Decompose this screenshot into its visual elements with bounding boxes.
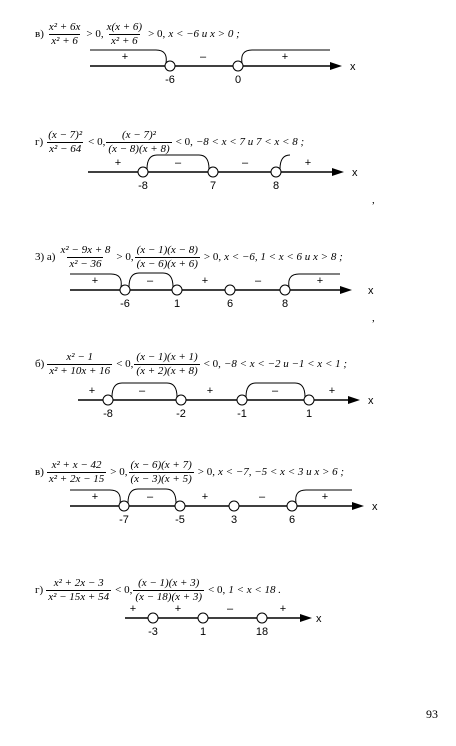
inequality-line: [35, 352, 347, 377]
number-line: [0, 596, 456, 646]
numerator: (x − 1)(x + 1): [136, 351, 198, 363]
open-point: [225, 285, 235, 295]
interval-sign: –: [226, 603, 234, 615]
point-value: -6: [165, 74, 175, 86]
numerator: x² + x − 42: [51, 459, 102, 471]
denominator: x² + 6: [51, 35, 78, 47]
open-point: [198, 613, 208, 623]
problem-label: г): [35, 136, 44, 148]
numerator: x(x + 6): [106, 21, 143, 33]
relation: > 0,: [203, 251, 222, 263]
interval-sign: –: [146, 491, 154, 503]
denominator: (x − 8)(x + 8): [108, 143, 170, 155]
numerator: (x − 1)(x − 8): [136, 244, 198, 256]
denominator: (x + 2)(x + 8): [136, 365, 198, 377]
interval-sign: +: [304, 157, 312, 169]
original-fraction: [47, 460, 106, 485]
open-point: [165, 61, 175, 71]
interval-sign: +: [91, 491, 99, 503]
open-point: [176, 395, 186, 405]
open-point: [138, 167, 148, 177]
problem-label: б): [35, 358, 45, 370]
interval-sign: +: [121, 51, 129, 63]
open-point: [233, 61, 243, 71]
axis-label: x: [368, 285, 374, 297]
original-fraction: [47, 352, 112, 377]
point-value: -6: [120, 298, 130, 310]
open-point: [175, 501, 185, 511]
number-line: [0, 150, 456, 200]
point-value: -3: [148, 626, 158, 638]
relation: < 0,: [203, 358, 221, 370]
denominator: (x − 3)(x + 5): [130, 473, 192, 485]
numerator: (x − 6)(x + 7): [130, 459, 192, 471]
interval-sign: +: [201, 275, 209, 287]
relation: < 0,: [208, 584, 226, 596]
number-line: [0, 268, 456, 318]
open-point: [257, 613, 267, 623]
interval-sign: +: [174, 603, 182, 615]
relation: < 0,: [88, 136, 106, 148]
inequality-line: [35, 245, 343, 270]
axis-arrow-icon: [348, 396, 360, 404]
point-value: 6: [226, 298, 234, 310]
relation: < 0,: [115, 584, 133, 596]
number-line: [0, 44, 456, 94]
point-value: 1: [173, 298, 181, 310]
interval-sign: +: [129, 603, 137, 615]
relation: < 0,: [175, 136, 193, 148]
numerator: x² − 9x + 8: [60, 244, 111, 256]
open-point: [229, 501, 239, 511]
answer-text: −8 < x < −2 и −1 < x < 1 ;: [223, 358, 348, 370]
problem-label: г): [35, 584, 44, 596]
interval-sign: +: [114, 157, 122, 169]
relation: > 0,: [197, 466, 215, 478]
interval-sign: +: [321, 491, 329, 503]
open-point: [287, 501, 297, 511]
answer-text: x < −6 и x > 0 ;: [168, 28, 240, 40]
answer-text: x < −6, 1 < x < 6 и x > 8 ;: [224, 251, 343, 263]
original-fraction: [58, 245, 112, 270]
point-value: -8: [138, 180, 148, 192]
interval-sign: +: [91, 275, 99, 287]
point-value: 8: [281, 298, 289, 310]
axis-label: x: [372, 501, 378, 513]
interval-sign: –: [258, 491, 266, 503]
answer-text: x < −7, −5 < x < 3 и x > 6 ;: [217, 466, 345, 478]
interval-sign: +: [328, 385, 336, 397]
number-line: [0, 484, 456, 534]
axis-arrow-icon: [330, 62, 342, 70]
open-point: [119, 501, 129, 511]
problem-label: в): [35, 466, 44, 478]
point-value: 1: [305, 408, 313, 420]
axis-label: x: [316, 613, 322, 625]
interval-sign: –: [146, 275, 154, 287]
interval-sign: –: [241, 157, 249, 169]
number-line: [0, 378, 456, 428]
denominator: x² − 15x + 54: [48, 591, 110, 603]
page-number: 93: [426, 707, 438, 721]
open-point: [103, 395, 113, 405]
point-value: -7: [119, 514, 129, 526]
point-value: 6: [288, 514, 296, 526]
relation: > 0,: [86, 28, 104, 40]
axis-label: x: [352, 167, 358, 179]
denominator: (x − 18)(x + 3): [135, 591, 203, 603]
open-point: [148, 613, 158, 623]
answer-text: 1 < x < 18 .: [228, 584, 282, 596]
factored-fraction: [134, 352, 199, 377]
interval-sign: +: [279, 603, 287, 615]
interval-sign: +: [206, 385, 214, 397]
numerator: x² + 6x: [48, 21, 81, 33]
numerator: x² − 1: [66, 351, 94, 363]
denominator: x² − 36: [69, 258, 102, 270]
open-point: [237, 395, 247, 405]
open-point: [172, 285, 182, 295]
axis-arrow-icon: [340, 286, 352, 294]
point-value: -8: [103, 408, 113, 420]
relation: < 0,: [116, 358, 134, 370]
interval-sign: +: [88, 385, 96, 397]
interval-sign: –: [199, 51, 207, 63]
point-value: 3: [230, 514, 238, 526]
interval-sign: +: [316, 275, 324, 287]
denominator: x² + 6: [111, 35, 138, 47]
open-point: [304, 395, 314, 405]
factored-fraction: [135, 245, 200, 270]
denominator: (x − 6)(x + 6): [136, 258, 198, 270]
relation: > 0,: [110, 466, 128, 478]
point-value: 7: [209, 180, 217, 192]
inequality-line: [35, 460, 344, 485]
axis-label: x: [368, 395, 374, 407]
point-value: 8: [272, 180, 280, 192]
open-point: [280, 285, 290, 295]
open-point: [120, 285, 130, 295]
denominator: x² + 10x + 16: [49, 365, 111, 377]
interval-sign: –: [174, 157, 182, 169]
factored-fraction: [129, 460, 194, 485]
interval-sign: –: [254, 275, 262, 287]
point-value: 18: [255, 626, 269, 638]
denominator: x² + 2x − 15: [48, 473, 105, 485]
axis-arrow-icon: [300, 614, 312, 622]
problem-label: 3) а): [35, 251, 56, 263]
denominator: x² − 64: [49, 143, 82, 155]
interval-sign: –: [138, 385, 146, 397]
numerator: x² + 2x − 3: [53, 577, 104, 589]
stray-comma: ,: [372, 312, 375, 324]
point-value: -2: [176, 408, 186, 420]
point-value: 0: [234, 74, 242, 86]
numerator: (x − 1)(x + 3): [138, 577, 200, 589]
open-point: [271, 167, 281, 177]
sign-arc: [289, 274, 340, 287]
numerator: (x − 7)²: [48, 129, 83, 141]
relation: > 0,: [116, 251, 134, 263]
interval-sign: –: [271, 385, 279, 397]
axis-arrow-icon: [352, 502, 364, 510]
sign-arc: [280, 155, 290, 169]
interval-sign: +: [201, 491, 209, 503]
axis-label: x: [350, 61, 356, 73]
interval-sign: +: [281, 51, 289, 63]
open-point: [208, 167, 218, 177]
relation: > 0,: [148, 28, 166, 40]
problem-label: в): [35, 28, 44, 40]
axis-arrow-icon: [332, 168, 344, 176]
answer-text: −8 < x < 7 и 7 < x < 8 ;: [195, 136, 305, 148]
point-value: -1: [237, 408, 247, 420]
point-value: -5: [175, 514, 185, 526]
numerator: (x − 7)²: [122, 129, 156, 141]
point-value: 1: [199, 626, 207, 638]
stray-comma: ,: [372, 194, 375, 206]
